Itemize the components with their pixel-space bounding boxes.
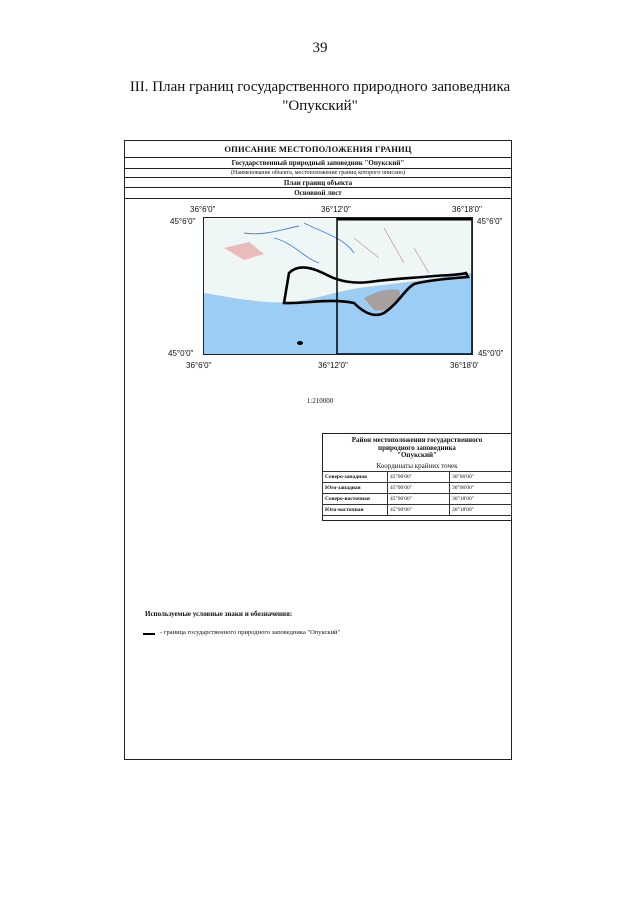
map-graphic — [204, 218, 472, 354]
point-lon: 36°06'00" — [450, 483, 512, 494]
coord-top-left-lon: 36°6'0" — [190, 205, 216, 214]
page-number: 39 — [312, 40, 328, 56]
extreme-points-box — [322, 433, 512, 521]
table-row — [323, 494, 512, 505]
point-lon: 36°18'00" — [450, 494, 512, 505]
extreme-points-title-l1: Район местоположения государственного — [351, 436, 483, 444]
table-row — [323, 472, 512, 483]
legend-boundary-symbol — [143, 633, 155, 635]
coord-right-top-lat: 45°6'0" — [477, 217, 503, 226]
table-row — [323, 505, 512, 516]
point-lon: 36°06'00" — [450, 472, 512, 483]
plan-title: План границ объекта — [125, 178, 511, 188]
object-name: Государственный природный заповедник "Опукский" — [125, 158, 511, 169]
extreme-points-title — [323, 437, 511, 460]
page-title-line1: III. План границ государственного природного заповедника — [129, 79, 511, 95]
sheet-title: Основной лист — [125, 188, 511, 199]
coord-left-bottom-lat: 45°0'0" — [168, 349, 194, 358]
coord-bottom-left-lon: 36°6'0" — [186, 361, 212, 370]
point-name: Северо-западная — [323, 472, 388, 483]
point-lon: 36°18'00" — [450, 505, 512, 516]
point-lat: 45°00'00" — [388, 505, 450, 516]
extreme-points-title-l2: природного заповедника — [378, 443, 456, 452]
coord-bottom-right-lon: 36°18'0' — [450, 361, 479, 370]
object-caption: (Наименование объекта, местоположение границ которого описано) — [125, 169, 511, 178]
point-lat: 45°00'00" — [388, 483, 450, 494]
point-lat: 45°06'00" — [388, 494, 450, 505]
table-row — [323, 483, 512, 494]
point-lat: 45°06'00" — [388, 472, 450, 483]
legend-title: Используемые условные знаки и обозначения: — [145, 610, 293, 618]
coord-bottom-mid-lon: 36°12'0" — [318, 361, 348, 370]
coord-right-bottom-lat: 45°0'0" — [478, 349, 504, 358]
coord-left-top-lat: 45°6'0" — [170, 217, 196, 226]
map-scale: 1:210000 — [306, 397, 334, 405]
page-title-line2: "Опукский" — [282, 98, 358, 114]
point-name: Юго-восточная — [323, 505, 388, 516]
coord-top-right-lon: 36°18'0" — [452, 205, 482, 214]
legend-boundary-label: - граница государственного природного заповедника "Опукский" — [160, 629, 341, 636]
extreme-points-table — [322, 471, 512, 516]
coord-top-mid-lon: 36°12'0" — [321, 205, 351, 214]
extreme-points-subtitle: Координаты крайних точек — [376, 462, 458, 470]
page-title — [60, 78, 580, 116]
extreme-points-title-l3: "Опукский" — [397, 451, 437, 459]
point-name: Северо-восточная — [323, 494, 388, 505]
reserve-map — [203, 217, 473, 355]
island-marker — [297, 341, 303, 345]
form-header: ОПИСАНИЕ МЕСТОПОЛОЖЕНИЯ ГРАНИЦ — [125, 141, 511, 158]
point-name: Юго-западная — [323, 483, 388, 494]
